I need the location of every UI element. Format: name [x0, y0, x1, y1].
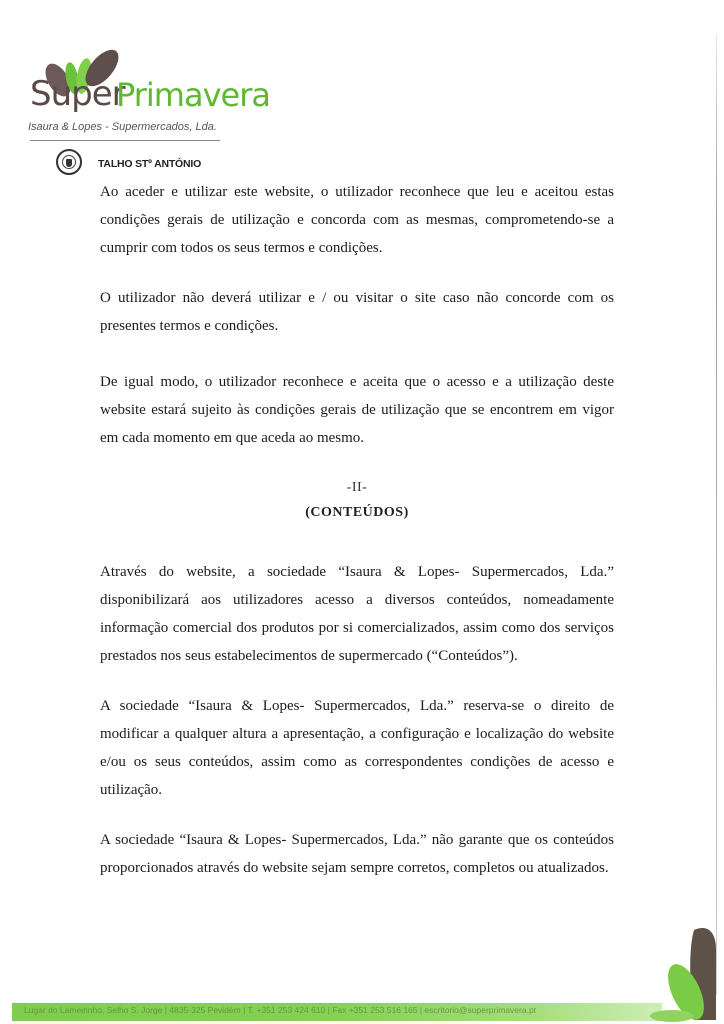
- logo-brand-primavera: Primavera: [116, 76, 270, 114]
- sub-brand-header: [56, 149, 201, 175]
- talho-emblem-icon: [56, 149, 82, 175]
- paragraph-contents-provided: Através do website, a sociedade “Isaura & Lopes- Supermercados, Lda.” disponibilizará aos utilizadores acesso a diversos conteúdos, nomeadamente informação comercial dos produtos por si comercializados, assim como dos serviços prestados nos seus estabelecimentos de supermercado (“Conteúdos”).: [100, 564, 614, 664]
- paragraph-conditions-in-force: De igual modo, o utilizador reconhece e aceita que o acesso e a utilização deste website estará sujeito às condições gerais de utilização que se encontrem em vigor em cada momento em que aceda ao mesmo.: [100, 374, 614, 446]
- logo-brand-super: Super: [30, 74, 125, 114]
- paragraph-acceptance: Ao aceder e utilizar este website, o utilizador reconhece que leu e aceitou estas condições gerais de utilização e concorda com as mesmas, comprometendo-se a cumprir com todos os seus termos e condições.: [100, 184, 614, 256]
- footer-contact-line: Lugar do Lameirinho, Selho S. Jorge | 4835-325 Pevidém | T. +351 253 424 610 | Fax +351 253 516 165 | escritorio@superprimavera.pt: [24, 1005, 537, 1015]
- logo-tagline: Isaura & Lopes - Supermercados, Lda.: [28, 121, 217, 133]
- sub-brand-name: TALHO STº ANTÓNIO: [98, 158, 202, 170]
- footer-leaves-icon: [650, 920, 724, 1024]
- paragraph-no-guarantee: A sociedade “Isaura & Lopes- Supermercados, Lda.” não garante que os conteúdos proporcionados através do website sejam sempre corretos, completos ou atualizados.: [100, 832, 614, 876]
- page-edge-rule: [716, 35, 717, 995]
- paragraph-non-acceptance: O utilizador não deverá utilizar e / ou visitar o site caso não concorde com os presentes termos e condições.: [100, 290, 614, 334]
- company-logo: [26, 48, 270, 148]
- section-number: -II-: [346, 480, 368, 495]
- paragraph-right-to-modify: A sociedade “Isaura & Lopes- Supermercados, Lda.” reserva-se o direito de modificar a qualquer altura a apresentação, a configuração e localização do website e/ou os seus conteúdos, assim como as correspondentes condições de acesso e utilização.: [100, 698, 614, 798]
- section-title: (CONTEÚDOS): [305, 505, 409, 520]
- logo-divider: [30, 140, 220, 141]
